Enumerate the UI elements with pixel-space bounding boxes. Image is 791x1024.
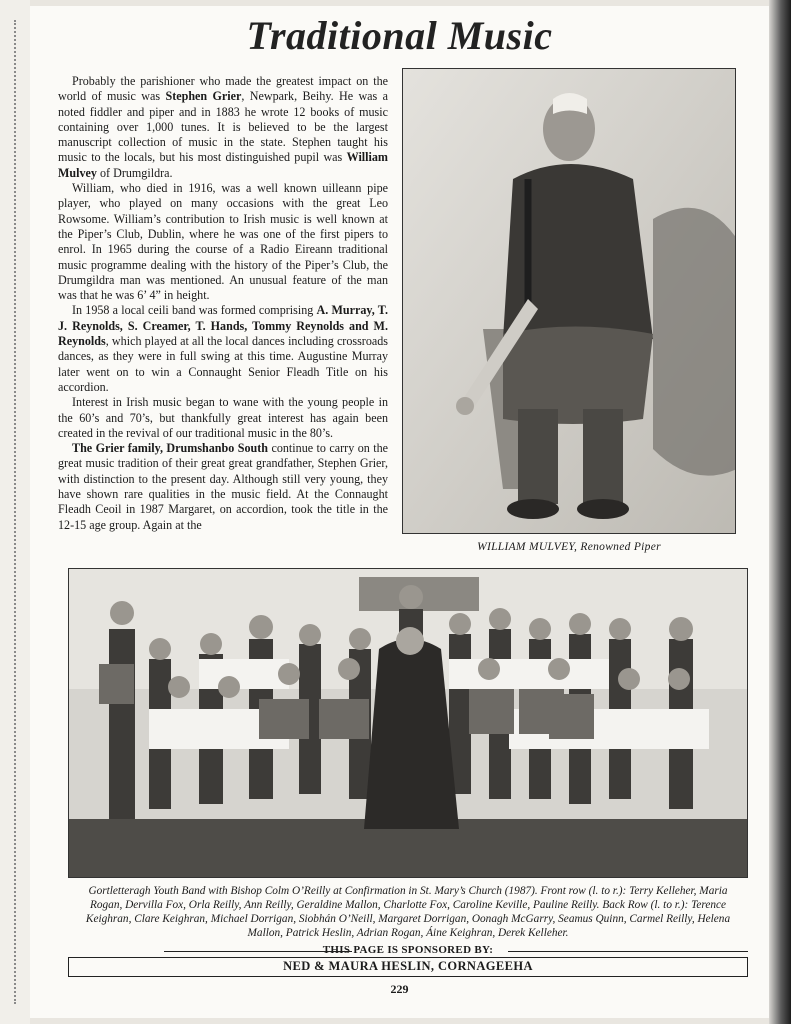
- photo1-caption: WILLIAM MULVEY, Renowned Piper: [477, 541, 661, 553]
- text-run: , which played at all the local dances including crossroads dances, as they were in full swing at this time. Augustine Murray later went on to win a Connaught Senior Fleadh Title on his accordion.: [58, 334, 388, 394]
- page-number: 229: [390, 982, 409, 996]
- sponsor-rule-right: [508, 951, 748, 952]
- sponsor-rule-left: [164, 951, 352, 952]
- text-run: , Newpark, Beihy. He was a noted fiddler and piper and in 1883 he wrote 12 books of music containing over 1,000 tunes. It is believed to be the largest manuscript collection of music in the state. Stephen taught his music to the locals, but his most distinguished pupil was: [58, 89, 388, 165]
- spiral-binding: [0, 0, 30, 1024]
- sponsor-label: THIS PAGE IS SPONSORED BY:: [322, 944, 494, 956]
- bold-text: The Grier family, Drumshanbo South: [72, 441, 269, 456]
- text-run: Probably the parishioner who made the greatest impact on the world of music was: [58, 74, 388, 104]
- photo-youth-band: [68, 568, 748, 878]
- document-page: [30, 6, 769, 1018]
- sponsor-box: NED & MAURA HESLIN, CORNAGEEHA: [68, 957, 748, 977]
- text-run: of Drumgildra.: [96, 165, 173, 180]
- band-photo-illustration: [69, 569, 748, 878]
- text-run: William, who died in 1916, was a well known uilleann pipe player, who played on many occasions with the great Leo Rowsome. William’s contribution to Irish music is well known at the Piper’s Club, Dublin, where he was one of the first pipers to enrol. In 1965 during the course of a Radio Eireann traditional music programme dealing with the history of the Piper’s Club, the Drumgildra man was mentioned. An unusual feature of the man was that he was 6’ 4” in height.: [58, 181, 388, 303]
- article-body: [58, 74, 388, 533]
- paragraph-3: [58, 303, 388, 395]
- page-title: Traditional Music: [246, 13, 553, 58]
- text-run: In 1958 a local ceili band was formed comprising: [72, 303, 317, 318]
- binding-holes: [14, 20, 16, 1004]
- paragraph-4: [58, 395, 388, 441]
- bold-text: Stephen Grier: [165, 89, 242, 104]
- text-run: Interest in Irish music began to wane with the young people in the 60’s and 70’s, but thankfully great interest has again been created in the revival of our traditional music in the 80’s.: [58, 395, 388, 440]
- paragraph-2: [58, 181, 388, 303]
- text-run: continue to carry on the great music tradition of their great great grandfather, Stephen Grier, with distinction to the present day. Although still very young, they have shown rare qualities in the music field. At the Connaught Fleadh Ceoil in 1987 Margaret, on accordion, took the title in the 12-15 age group. Again at the: [58, 441, 389, 532]
- photo-william-mulvey: [402, 68, 736, 534]
- page-edge-shadow: [769, 0, 791, 1024]
- sponsor-heading: [68, 944, 748, 956]
- paragraph-1: [58, 74, 388, 181]
- bold-text: William Mulvey: [58, 150, 388, 180]
- piper-photo-illustration: [403, 69, 736, 534]
- bold-text: A. Murray, T. J. Reynolds, S. Creamer, T. Hands, Tommy Reynolds and M. Reynolds: [58, 303, 388, 349]
- paragraph-5: [58, 441, 388, 533]
- photo2-caption: Gortletteragh Youth Band with Bishop Colm O’Reilly at Confirmation in St. Mary’s Church (1987). Front row (l. to r.): Terry Kelleher, Maria Rogan, Dervilla Fox, Orla Reilly, Ann Reilly, Geraldine Mallon, Charlotte Fox, Caroline Keville, Pauline Reilly. Back Row (l. to r.): Terence Keighran, Clare Keighran, Michael Dorrigan, Siobhán O’Neill, Margaret Dorrigan, Oonagh McGarry, Seamus Quinn, Carmel Reilly, Helena Mallon, Patrick Heslin, Adrian Rogan, Áine Keighran, Derek Kelleher.: [85, 885, 731, 939]
